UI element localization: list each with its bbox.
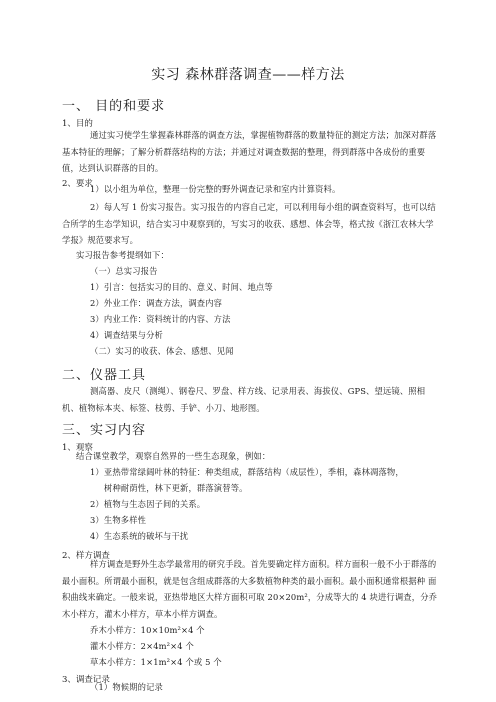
outline-item: （一）总实习报告	[90, 266, 158, 276]
section-heading-instruments: 二、仪器工具	[62, 368, 147, 383]
requirement-1: 1）以小组为单位，整理一份完整的野外调查记录和室内计算资料。	[90, 184, 341, 194]
observation-item: 1）亚热带常绿阔叶林的特征：种类组成，群落结构（成层性），季相，森林凋落物，	[90, 467, 404, 477]
subheading-records: 3、调查记录	[62, 675, 110, 685]
page-title: 实习 森林群落调查——样方法	[151, 67, 345, 83]
quadrat-size: 乔木小样方：10×10m²×4 个	[90, 625, 205, 635]
observation-item: 2）植物与生态因子间的关系。	[90, 499, 206, 509]
section-heading-objectives: 一、 目的和要求	[62, 99, 166, 114]
section-heading-content: 三、实习内容	[62, 423, 147, 438]
observation-intro: 结合课堂教学，观察自然界的一些生态现象，例如：	[76, 451, 271, 461]
subheading-quadrat: 2、样方调查	[62, 551, 110, 561]
subheading-purpose: 1、目的	[62, 119, 93, 129]
outline-item: 1）引言：包括实习的目的、意义、时间、地点等	[90, 282, 273, 292]
requirement-2: 2）每人写 1 份实习报告。实习报告的内容自己定，可以利用每小组的调查资料写，也可以结合所学的生态学知识，结合实习中观察到的，写实习的收获、感想、体会等，格式按《浙江农林大学学报》规范要求写。	[62, 202, 436, 246]
observation-item: 3）生物多样性	[90, 515, 147, 525]
instruments-paragraph: 测高器、皮尺（测绳）、钢卷尺、罗盘、样方线、记录用表、海拔仪、GPS、望远镜、照相机、植物标本夹、标签、枝剪、手铲、小刀、地形图。	[62, 386, 426, 413]
subheading-observation: 1、观察	[62, 443, 93, 453]
outline-intro: 实习报告参考提纲如下：	[76, 250, 169, 260]
outline-item: 2）外业工作：调查方法，调查内容	[90, 298, 223, 308]
outline-item: 4）调查结果与分析	[90, 330, 164, 340]
purpose-paragraph: 通过实习使学生掌握森林群落的调查方法，掌握植物群落的数量特征的测定方法；加深对群落基本特征的理解；了解分析群落结构的方法；并通过对调查数据的整理，得到群落中各成份的重要值，达到认识群落的目的。	[62, 130, 437, 174]
quadrat-size: 灌木小样方：2×4m²×4 个	[90, 641, 194, 651]
observation-item: 树种耐荫性，林下更新，群落演替等。	[104, 483, 248, 493]
quadrat-paragraph: 样方调查是野外生态学最常用的研究手段。首先要确定样方面积。样方面积一般不小于群落的最小面积。所谓最小面积，就是包含组成群落的大多数植物种类的最小面积。最小面积通常根据种 面积曲线来确定。一般来说，亚热带地区大样方面积可取 20×20m²，分成等大的 4 块进行调查，分乔木小样方，灌木小样方，草本小样方调查。	[62, 559, 438, 619]
outline-item: 3）内业工作：资料统计的内容、方法	[90, 314, 231, 324]
observation-item: 4）生态系统的破坏与干扰	[90, 531, 189, 541]
outline-item: （二）实习的收获、体会、感想、见闻	[90, 346, 234, 356]
quadrat-size: 草本小样方：1×1m²×4 个或 5 个	[90, 657, 222, 667]
subheading-requirements: 2、要求	[62, 179, 93, 189]
record-item: （1）物候期的记录	[90, 682, 164, 692]
